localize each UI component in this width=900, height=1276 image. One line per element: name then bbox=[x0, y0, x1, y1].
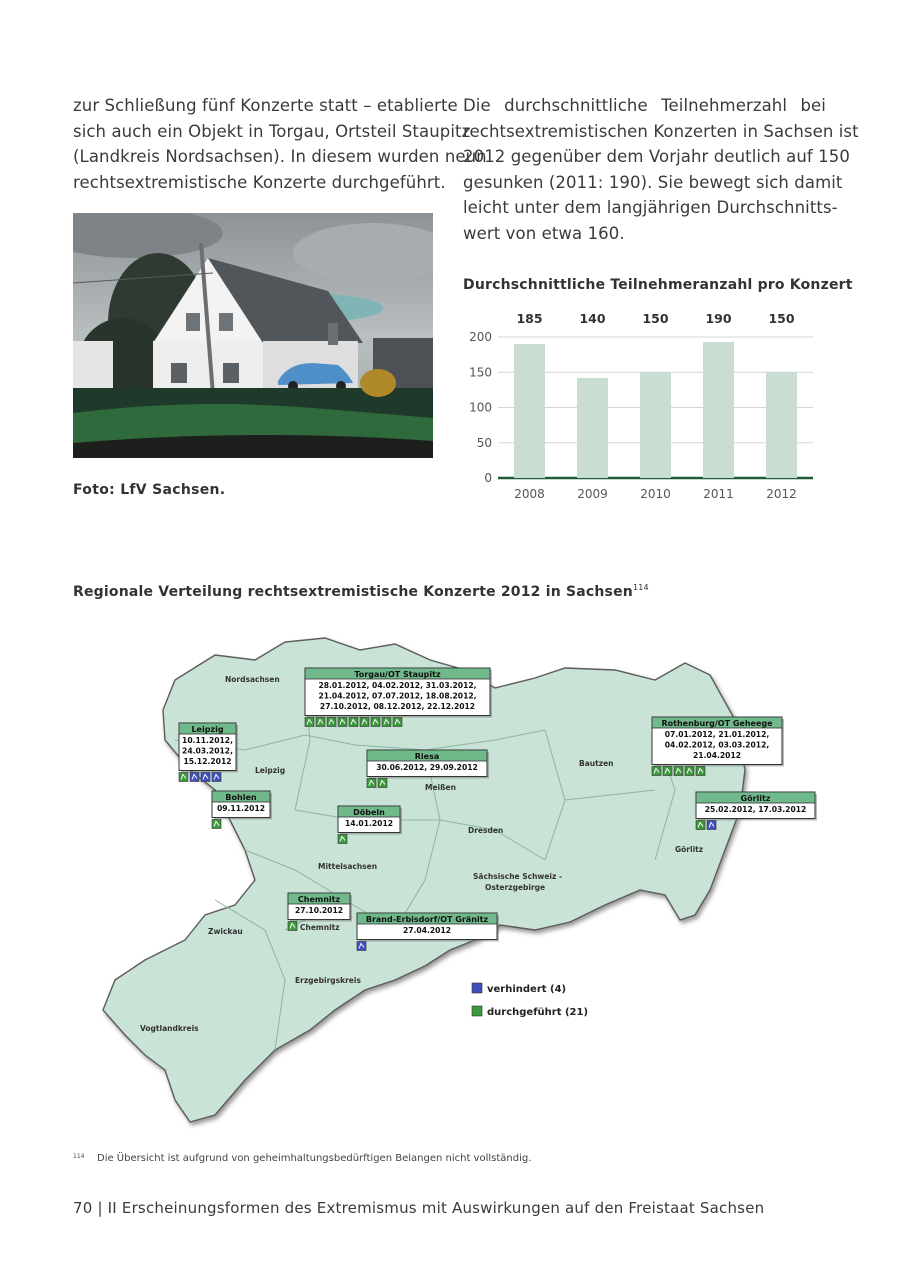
held-concert-icon bbox=[696, 767, 705, 776]
x-tick-label: 2009 bbox=[577, 487, 608, 501]
region-label-meissen: Meißen bbox=[425, 783, 456, 792]
chart-bars bbox=[514, 342, 797, 478]
event-box-dates: 28.01.2012, 04.02.2012, 31.03.2012, bbox=[318, 681, 477, 690]
held-concert-icon bbox=[338, 718, 347, 727]
held-concert-icon bbox=[367, 779, 376, 788]
photo-caption: Foto: LfV Sachsen. bbox=[73, 482, 226, 498]
event-box-title: Döbeln bbox=[353, 808, 385, 817]
event-box-title: Bohlen bbox=[225, 793, 257, 802]
x-tick-label: 2008 bbox=[514, 487, 545, 501]
held-concert-icon bbox=[696, 821, 705, 830]
held-concert-icon bbox=[382, 718, 391, 727]
bar bbox=[514, 344, 545, 478]
right-paragraph bbox=[463, 93, 859, 246]
region-label-osterzgebirge: Osterzgebirge bbox=[485, 883, 546, 892]
chart-title: Durchschnittliche Teilnehmeranzahl pro Konzert bbox=[463, 277, 853, 293]
prevented-concert-icon bbox=[190, 773, 199, 782]
event-box-title: Leipzig bbox=[191, 725, 224, 734]
bar-chart bbox=[463, 305, 823, 510]
event-box-title: Torgau/OT Staupitz bbox=[354, 670, 441, 679]
region-label-zwickau: Zwickau bbox=[208, 927, 243, 936]
held-concert-icon bbox=[179, 773, 188, 782]
paragraph-line: Die durchschnittliche Teilnehmerzahl bei bbox=[463, 96, 826, 115]
event-box-dates: 30.06.2012, 29.09.2012 bbox=[376, 763, 478, 772]
event-box-dates: 27.10.2012, 08.12.2012, 22.12.2012 bbox=[319, 702, 476, 711]
y-tick-label: 0 bbox=[484, 471, 492, 485]
event-box-dates: 14.01.2012 bbox=[344, 819, 394, 828]
held-concert-icon bbox=[327, 718, 336, 727]
map-title-text: Regionale Verteilung rechtsextremistische Konzerte 2012 in Sachsen bbox=[73, 584, 633, 600]
legend-label-held: durchgeführt (21) bbox=[487, 1007, 589, 1018]
region-label-dresden: Dresden bbox=[468, 826, 504, 835]
data-label: 185 bbox=[516, 311, 543, 326]
event-box-title: Riesa bbox=[414, 752, 440, 761]
y-tick-label: 200 bbox=[469, 330, 492, 344]
left-paragraph bbox=[73, 93, 487, 195]
footnote-text: Die Übersicht ist aufgrund von geheimhaltungsbedürftigen Belangen nicht vollständig. bbox=[97, 1153, 532, 1164]
held-concert-icon bbox=[378, 779, 387, 788]
event-box-title: Görlitz bbox=[740, 794, 771, 803]
held-concert-icon bbox=[663, 767, 672, 776]
footnote-number: 114 bbox=[73, 1153, 85, 1160]
bar bbox=[640, 372, 671, 478]
held-concert-icon bbox=[360, 718, 369, 727]
held-concert-icon bbox=[212, 820, 221, 829]
event-box-dates: 25.02.2012, 17.03.2012 bbox=[704, 805, 807, 814]
bar bbox=[703, 342, 734, 478]
held-concert-icon bbox=[652, 767, 661, 776]
data-label: 150 bbox=[768, 311, 795, 326]
data-label: 140 bbox=[579, 311, 606, 326]
region-label-vogtlandkreis: Vogtlandkreis bbox=[140, 1024, 199, 1033]
event-box-dates: 27.10.2012 bbox=[294, 906, 344, 915]
event-box-dates: 15.12.2012 bbox=[183, 757, 232, 766]
paragraph-line: gesunken (2011: 190). Sie bewegt sich damit bbox=[463, 172, 843, 192]
map-title bbox=[73, 584, 649, 600]
held-concert-icon bbox=[674, 767, 683, 776]
x-tick-label: 2012 bbox=[766, 487, 797, 501]
paragraph-line: (Landkreis Nordsachsen). In diesem wurden neun bbox=[73, 147, 487, 166]
legend-swatch-held bbox=[472, 1006, 482, 1016]
paragraph-line: sich auch ein Objekt in Torgau, Ortsteil Staupitz bbox=[73, 121, 471, 141]
prevented-concert-icon bbox=[201, 773, 210, 782]
held-concert-icon bbox=[288, 922, 297, 931]
paragraph-line: rechtsextremistische Konzerte durchgeführt. bbox=[73, 172, 446, 192]
event-box-dates: 10.11.2012, bbox=[182, 736, 233, 745]
y-tick-label: 150 bbox=[469, 365, 492, 380]
prevented-concert-icon bbox=[707, 821, 716, 830]
saxony-map bbox=[95, 630, 825, 1130]
paragraph-line: 2012 gegenüber dem Vorjahr deutlich auf 150 bbox=[463, 147, 850, 166]
paragraph-line: zur Schließung fünf Konzerte statt – etablierte bbox=[73, 96, 458, 115]
prevented-concert-icon bbox=[212, 773, 221, 782]
x-tick-label: 2010 bbox=[640, 487, 671, 501]
event-box-title: Chemnitz bbox=[297, 895, 341, 904]
data-label: 150 bbox=[642, 311, 669, 326]
region-label-mittelsachsen: Mittelsachsen bbox=[318, 862, 378, 871]
event-box-dates: 21.04.2012, 07.07.2012, 18.08.2012, bbox=[318, 691, 477, 701]
held-concert-icon bbox=[305, 718, 314, 727]
y-tick-label: 100 bbox=[469, 400, 492, 415]
data-label: 190 bbox=[705, 311, 732, 326]
house-photo bbox=[73, 213, 433, 458]
region-label-bautzen: Bautzen bbox=[579, 759, 614, 768]
event-box-title: Brand-Erbisdorf/OT Gränitz bbox=[365, 915, 489, 924]
region-label-chemnitz: Chemnitz bbox=[300, 923, 340, 932]
held-concert-icon bbox=[371, 718, 380, 727]
event-box-dates: 04.02.2012, 03.03.2012, bbox=[664, 740, 770, 750]
region-label-erzgebirgskreis: Erzgebirgskreis bbox=[295, 976, 361, 985]
region-label-goerlitz: Görlitz bbox=[675, 845, 704, 854]
event-box bbox=[696, 792, 817, 830]
held-concert-icon bbox=[685, 767, 694, 776]
paragraph-line: wert von etwa 160. bbox=[463, 223, 625, 243]
legend-label-prevented: verhindert (4) bbox=[487, 984, 567, 995]
held-concert-icon bbox=[393, 718, 402, 727]
region-label-nordsachsen: Nordsachsen bbox=[225, 675, 280, 684]
paragraph-line: rechtsextremistischen Konzerten in Sachsen ist bbox=[463, 121, 859, 141]
x-tick-label: 2011 bbox=[703, 487, 734, 501]
region-label-saechsische-schweiz: Sächsische Schweiz - bbox=[473, 872, 563, 881]
footnote bbox=[73, 1153, 531, 1164]
event-box-title: Rothenburg/OT Geheege bbox=[661, 719, 773, 728]
legend-swatch-prevented bbox=[472, 983, 482, 993]
y-tick-label: 50 bbox=[476, 435, 492, 450]
map-title-note: 114 bbox=[632, 583, 649, 592]
event-box-dates: 21.04.2012 bbox=[692, 751, 742, 760]
paragraph-line: leicht unter dem langjährigen Durchschnitts- bbox=[463, 198, 838, 217]
region-label-leipzig: Leipzig bbox=[255, 766, 286, 775]
page-footer: 70 | II Erscheinungsformen des Extremismus mit Auswirkungen auf den Freistaat Sachsen bbox=[73, 1199, 765, 1217]
bar bbox=[577, 378, 608, 478]
map-legend bbox=[472, 983, 588, 1018]
held-concert-icon bbox=[349, 718, 358, 727]
held-concert-icon bbox=[316, 718, 325, 727]
event-box-dates: 09.11.2012 bbox=[216, 804, 266, 813]
event-box-dates: 24.03.2012, bbox=[182, 746, 233, 756]
prevented-concert-icon bbox=[357, 942, 366, 951]
event-box-dates: 07.01.2012, 21.01.2012, bbox=[664, 730, 770, 739]
bar bbox=[766, 372, 797, 478]
held-concert-icon bbox=[338, 835, 347, 844]
event-box-dates: 27.04.2012 bbox=[402, 926, 452, 935]
